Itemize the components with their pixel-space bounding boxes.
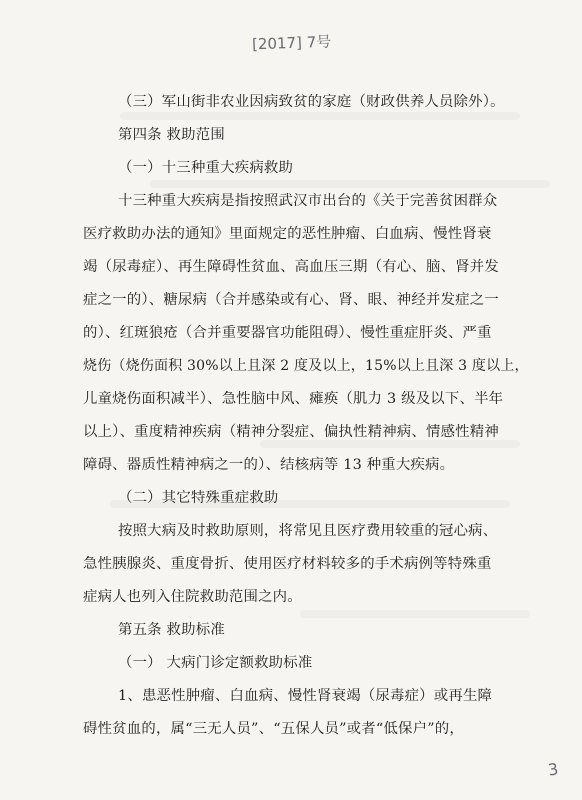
line-16: 症病人也列入住院救助范围之内。 bbox=[83, 589, 302, 605]
line-19: 1、患恶性肿瘤、白血病、慢性肾衰竭（尿毒症）或再生障 bbox=[118, 688, 493, 704]
handwritten-document-number: [2017] 7号 bbox=[251, 32, 332, 54]
line-9: 烧伤（烧伤面积 30%以上且深 2 度及以上，15%以上且深 3 度以上， bbox=[83, 358, 529, 374]
line-7: 症之一的）、糖尿病（合并感染或有心、肾、眼、神经并发症之一 bbox=[83, 292, 499, 308]
bleed-through-5 bbox=[300, 610, 530, 618]
line-4: 十三种重大疾病是指按照武汉市出台的《关于完善贫困群众 bbox=[118, 193, 498, 209]
line-5: 医疗救助办法的通知》里面规定的恶性肿瘤、白血病、慢性肾衰 bbox=[83, 226, 492, 242]
line-11: 以上）、重度精神疾病（精神分裂症、偏执性精神病、情感性精神 bbox=[83, 424, 499, 440]
line-14: 按照大病及时救助原则，将常见且医疗费用较重的冠心病、 bbox=[118, 523, 498, 539]
section-heading-5: 第五条 救助标准 bbox=[118, 622, 225, 638]
line-8: 的）、红斑狼疮（合并重要器官功能阻碍）、慢性重症肝炎、严重 bbox=[83, 325, 492, 341]
subheading-1: （一）十三种重大疾病救助 bbox=[118, 160, 294, 176]
line-12: 障碍、器质性精神病之一的）、结核病等 13 种重大疾病。 bbox=[83, 457, 455, 473]
line-6: 竭（尿毒症）、再生障碍性贫血、高血压三期（有心、脑、肾并发 bbox=[83, 259, 499, 275]
bleed-through-2 bbox=[150, 180, 550, 188]
line-15: 急性胰腺炎、重度骨折、使用医疗材料较多的手术病例等特殊重 bbox=[83, 556, 492, 572]
line-10: 儿童烧伤面积减半）、急性脑中风、瘫痪（肌力 3 级及以下、半年 bbox=[83, 391, 504, 407]
section-heading-4: 第四条 救助范围 bbox=[118, 127, 225, 143]
bleed-through-1 bbox=[120, 112, 520, 120]
line-20: 碍性贫血的，属“三无人员”、“五保人员”或者“低保户”的， bbox=[83, 721, 464, 737]
subheading-3: （一） 大病门诊定额救助标准 bbox=[118, 655, 313, 671]
handwritten-page-mark: 3 bbox=[546, 759, 560, 780]
line-1: （三）军山街非农业因病致贫的家庭（财政供养人员除外）。 bbox=[118, 94, 505, 110]
subheading-2: （二）其它特殊重症救助 bbox=[118, 490, 279, 506]
